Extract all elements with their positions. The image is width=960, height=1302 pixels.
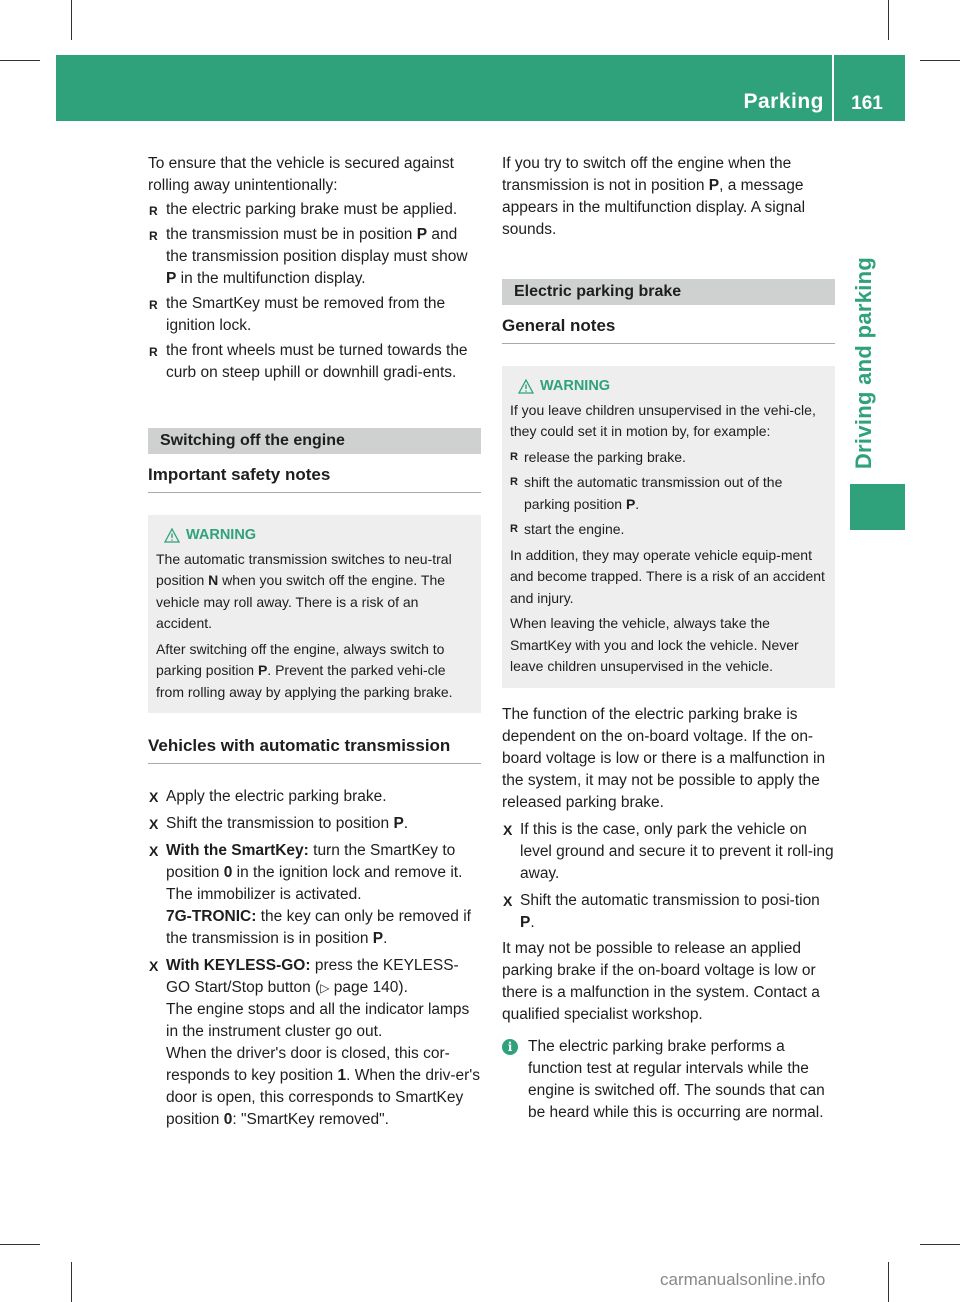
crop-mark bbox=[0, 60, 40, 61]
warning-box bbox=[148, 515, 481, 713]
intro-paragraph: If you try to switch off the engine when the transmission is not in position P, a message appears in the multifunction display. A signal sounds. bbox=[502, 155, 806, 238]
step-note: 7G-TRONIC: the key can only be removed if the transmission is in position P. bbox=[166, 908, 471, 947]
instruction-step: X Apply the electric parking brake. bbox=[148, 786, 481, 808]
info-note: i The electric parking brake performs a function test at regular intervals while the engine is switched off. The sounds that can be heard while this is occurring are normal. bbox=[502, 1036, 835, 1124]
intro-paragraph: To ensure that the vehicle is secured against rolling away unintentionally: bbox=[148, 155, 454, 194]
right-column bbox=[502, 153, 835, 1124]
subsection-title: Important safety notes bbox=[148, 464, 481, 493]
list-item: R the front wheels must be turned towards the curb on steep uphill or downhill gradi-ents. bbox=[148, 340, 481, 384]
subsection-title: General notes bbox=[502, 315, 835, 344]
step-note: The engine stops and all the indicator lamps in the instrument cluster go out. bbox=[166, 1001, 470, 1040]
section-title: Switching off the engine bbox=[148, 428, 481, 454]
page-reference-link[interactable]: page 140). bbox=[329, 979, 408, 996]
crop-mark bbox=[71, 1262, 72, 1302]
warning-text: If you leave children unsupervised in the vehi-cle, they could set it in motion by, for example: bbox=[510, 401, 816, 439]
warning-triangle-icon bbox=[518, 379, 534, 394]
crop-mark bbox=[920, 60, 960, 61]
info-icon: i bbox=[502, 1039, 518, 1055]
warning-text: The automatic transmission switches to neu-tral position N when you switch off the engine. The vehicle may roll away. There is a risk of an accident. bbox=[156, 550, 452, 631]
page-ref-arrow-icon: ▷ bbox=[320, 981, 330, 995]
warning-title: WARNING bbox=[518, 376, 827, 398]
header-separator bbox=[832, 55, 834, 121]
list-item: R the transmission must be in position P and the transmission position display must show P in the multifunction display. bbox=[148, 224, 481, 290]
instruction-step: X With the SmartKey: turn the SmartKey to position 0 in the ignition lock and remove it. The immobilizer is activated. 7G-TRONIC: the key can only be removed if the transmission is in position P. bbox=[148, 840, 481, 950]
subsection-title: Vehicles with automatic transmission bbox=[148, 735, 481, 764]
header-section-title: Parking bbox=[743, 90, 824, 113]
warning-text: In addition, they may operate vehicle equip-ment and become trapped. There is a risk of an accident and injury. bbox=[510, 546, 825, 606]
crop-mark bbox=[920, 1244, 960, 1245]
list-item: R the SmartKey must be removed from the ignition lock. bbox=[148, 293, 481, 337]
list-item: R shift the automatic transmission out of the parking position P. bbox=[510, 472, 827, 515]
crop-mark bbox=[0, 1244, 40, 1245]
warning-text: When leaving the vehicle, always take the SmartKey with you and lock the vehicle. Never leave children unsupervised in the vehicle. bbox=[510, 615, 799, 674]
warning-triangle-icon bbox=[164, 528, 180, 543]
instruction-step: X Shift the transmission to position P. bbox=[148, 813, 481, 835]
body-paragraph: It may not be possible to release an applied parking brake if the on-board voltage is low or there is a malfunction in the system. Contact a qualified specialist workshop. bbox=[502, 939, 820, 1023]
side-chapter-label: Driving and parking bbox=[851, 256, 876, 469]
left-column bbox=[148, 153, 481, 1135]
crop-mark bbox=[71, 0, 72, 40]
warning-text: After switching off the engine, always switch to parking position P. Prevent the parked vehi-cle from rolling away by applying the parking brake. bbox=[156, 640, 453, 700]
side-chapter-marker bbox=[850, 484, 905, 530]
page-number: 161 bbox=[851, 93, 883, 114]
section-title: Electric parking brake bbox=[502, 279, 835, 305]
crop-mark bbox=[888, 1262, 889, 1302]
step-note: When the driver's door is closed, this cor-responds to key position 1. When the driv-er's door is open, this corresponds to SmartKey position 0: "SmartKey removed". bbox=[166, 1045, 480, 1128]
crop-mark bbox=[888, 0, 889, 40]
instruction-step: X If this is the case, only park the vehicle on level ground and secure it to prevent it roll-ing away. bbox=[502, 819, 835, 885]
instruction-step: X Shift the automatic transmission to posi-tion P. bbox=[502, 890, 835, 934]
watermark: carmanualsonline.info bbox=[660, 1270, 826, 1289]
warning-title: WARNING bbox=[164, 525, 473, 547]
side-chapter-tab bbox=[836, 255, 892, 470]
body-paragraph: The function of the electric parking brake is dependent on the on-board voltage. If the on-board voltage is low or there is a malfunction in the system, it may not be possible to apply the released parking brake. bbox=[502, 705, 826, 811]
list-item: R the electric parking brake must be applied. bbox=[148, 199, 481, 221]
instruction-step: X With KEYLESS-GO: press the KEYLESS-GO Start/Stop button (▷ page 140). The engine stops and all the indicator lamps in the instrument cluster go out. When the driver's door is closed, this cor-responds to key position 1. When the driv-er's door is open, this corresponds to SmartKey position 0: "SmartKey removed". bbox=[148, 955, 481, 1131]
list-item: R release the parking brake. bbox=[510, 447, 827, 469]
warning-box bbox=[502, 366, 835, 688]
list-item: R start the engine. bbox=[510, 519, 827, 541]
